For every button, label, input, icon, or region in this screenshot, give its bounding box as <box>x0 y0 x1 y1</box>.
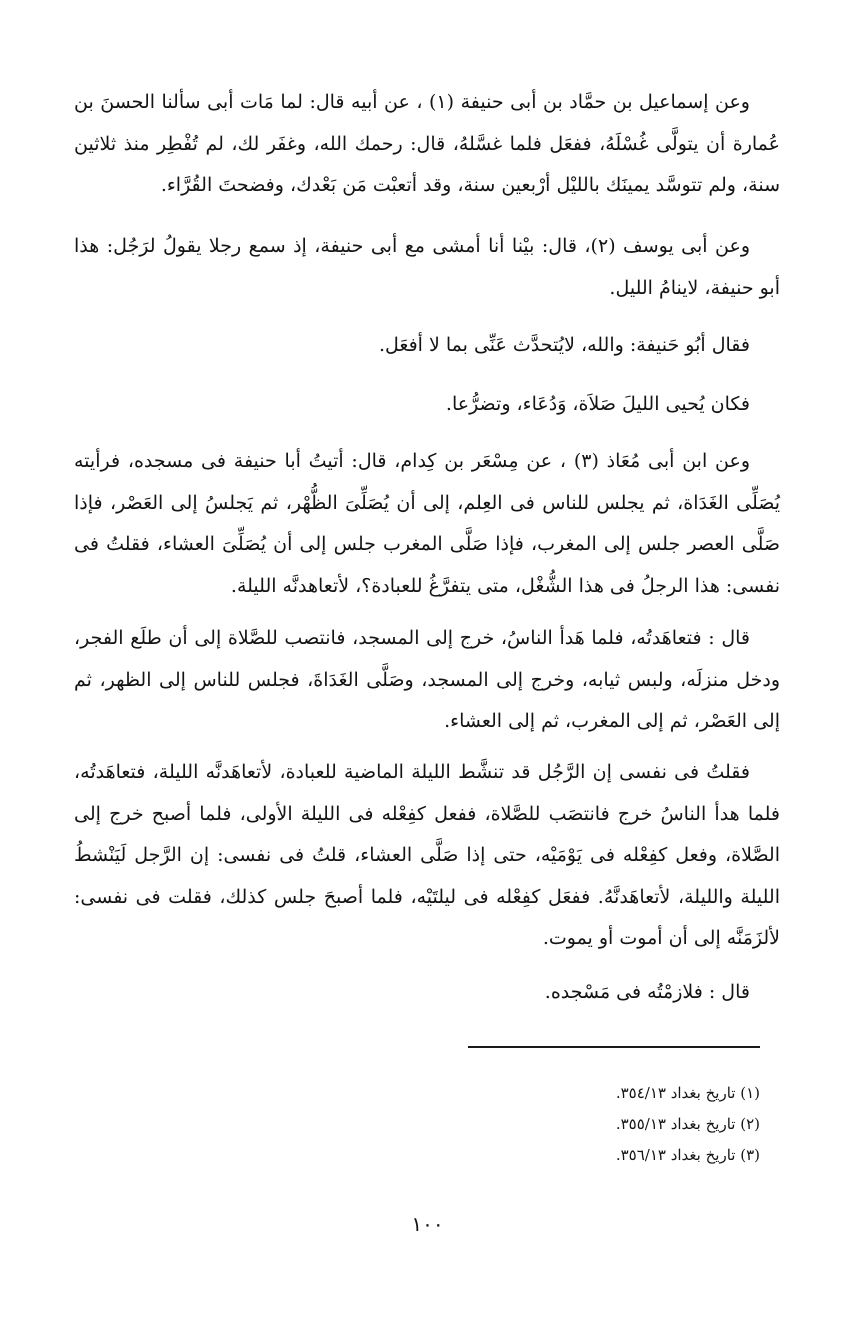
paragraph-abu-yusuf-narration: وعن أبى يوسف (٢)، قال: بيْنا أنا أمشى مع أبى حنيفة، إذ سمع رجلا يقولُ لرَجُل: هذا أبو حنيفة، لاينامُ الليل. <box>74 235 780 299</box>
footnote-separator <box>468 1046 760 1048</box>
footnotes-section <box>260 1078 760 1171</box>
footnote-3: (٣) تاريخ بغداد ٣٥٦/١٣. <box>615 1146 760 1164</box>
paragraph-night-prayer: فكان يُحيى الليلَ صَلاَة، وَدُعَاء، وتضرُّعا. <box>445 393 750 415</box>
paragraph-observation-following-nights: فقلتُ فى نفسى إن الرَّجُل قد تنشَّط الليلة الماضية للعبادة، لأتعاهَدنَّه الليلة، فتعاهَدتُه، فلما هدأ الناسُ خرج فانتصَب للصَّلاة، ففعل كفِعْله فى الليلة الأولى، فلما أصبح خرج إلى الصَّلاة، وفعل كفِعْله فى يَوْمَيْه، حتى إذا صَلَّى العشاء، قلتُ فى نفسى: إن الرَّجل لَيَنْشطُ الليلة والليلة، لأتعاهَدنَّهُ. ففعَل كفِعْله فى ليلتَيْه، فلما أصبحَ جلس كذلك، فقلت فى نفسى: لألزَمَنَّه إلى أن أموت أو يموت. <box>74 761 780 949</box>
footnote-2: (٢) تاريخ بغداد ٣٥٥/١٣. <box>615 1115 760 1133</box>
paragraph-conclusion: قال : فلازمْتُه فى مَسْجده. <box>544 981 750 1003</box>
paragraph-ismail-narration: وعن إسماعيل بن حمَّاد بن أبى حنيفة (١) ، عن أبيه قال: لما مَات أبى سألنا الحسنَ بن عُمارة أن يتولَّى غُسْلَهُ، ففعَل فلما غسَّلهُ، قال: رحمك الله، وغفَر لك، لم تُفْطِر منذ ثلاثين سنة، ولم تتوسَّد يمينَك بالليْل أرْبعين سنة، وقد أتعبْت مَن بَعْدك، وفضحتَ القُرَّاء. <box>74 91 780 196</box>
paragraph-observation-first-night: قال : فتعاهَدتُه، فلما هَدأ الناسُ، خرج إلى المسجد، فانتصب للصَّلاة إلى أن طلَع الفجر، ودخل منزلَه، ولبس ثيابه، وخرج إلى المسجد، وصَلَّى الغَدَاةَ، فجلس للناس إلى الظهر، ثم إلى العَصْر، ثم إلى المغرب، ثم إلى العشاء. <box>74 627 780 732</box>
page-number: ١٠٠ <box>411 1212 444 1236</box>
paragraph-abu-hanifa-reply: فقال أبُو حَنيفة: والله، لايُتحدَّث عَنِّى بما لا أفعَل. <box>379 334 750 356</box>
paragraph-misar-narration: وعن ابن أبى مُعَاذ (٣) ، عن مِسْعَر بن كِدام، قال: أتيتُ أبا حنيفة فى مسجده، فرأيته يُصَلِّى الغَدَاة، ثم يجلس للناس فى العِلم، إلى أن يُصَلِّىَ الظُّهْر، ثم يَجلسُ إلى العَصْر، فإذا صَلَّى العصر جلس إلى المغرب، فإذا صَلَّى المغرب جلس إلى أن يُصَلِّىَ العشاء، فقلتُ فى نفسى: هذا الرجلُ فى هذا الشُّغْل، متى يتفرَّغُ للعبادة؟، لأتعاهدنَّه الليلة. <box>74 450 780 597</box>
footnote-1: (١) تاريخ بغداد ٣٥٤/١٣. <box>615 1084 760 1102</box>
